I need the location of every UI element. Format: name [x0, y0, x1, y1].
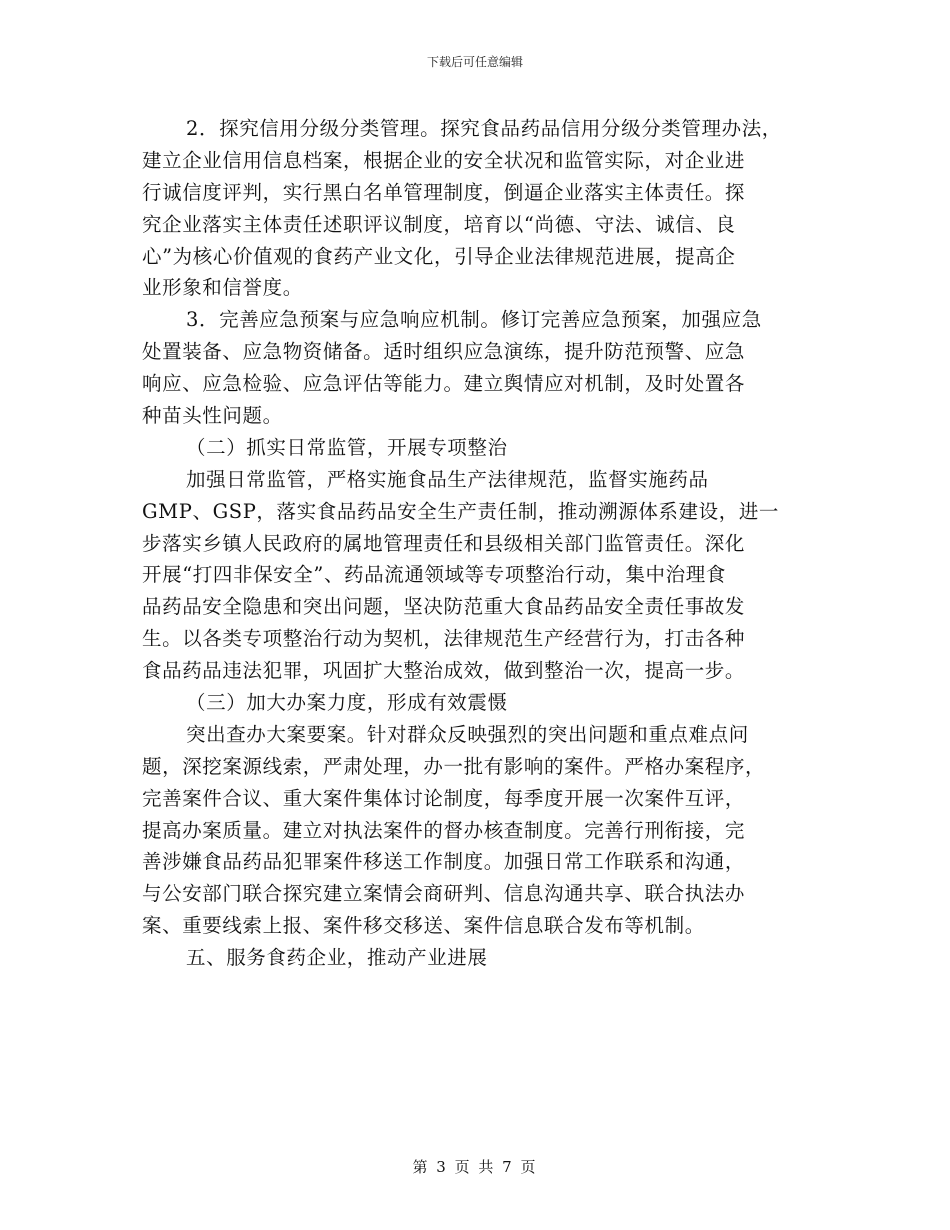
- paragraph-line: 2．探究信用分级分类管理。探究食品药品信用分级分类管理办法，: [186, 117, 782, 140]
- paragraph-line: 步落实乡镇人民政府的属地管理责任和县级相关部门监管责任。深化: [142, 531, 746, 555]
- paragraph-line: 建立企业信用信息档案，根据企业的安全状况和监管实际，对企业进: [142, 148, 746, 172]
- paragraph-line: 生。以各类专项整治行动为契机，法律规范生产经营行为，打击各种: [142, 627, 746, 651]
- paragraph-line: 案、重要线索上报、案件移交移送、案件信息联合发布等机制。: [142, 914, 705, 938]
- paragraph-line: 题，深挖案源线索，严肃处理，办一批有影响的案件。严格办案程序，: [142, 754, 766, 778]
- paragraph-line: 品药品安全隐患和突出问题，坚决防范重大食品药品安全责任事故发: [142, 595, 746, 619]
- page-header: 下载后可任意编辑: [426, 55, 523, 69]
- section-heading: （二）抓实日常监管，开展专项整治: [186, 435, 508, 459]
- section-heading: （三）加大办案力度，形成有效震慑: [186, 691, 508, 715]
- paragraph-line: 食品药品违法犯罪，巩固扩大整治成效，做到整治一次，提高一步。: [142, 659, 746, 683]
- paragraph-line: 开展“打四非保安全”、药品流通领域等专项整治行动，集中治理食: [142, 563, 726, 587]
- paragraph-line: 加强日常监管，严格实施食品生产法律规范，监督实施药品: [186, 467, 709, 491]
- paragraph-line: 善涉嫌食品药品犯罪案件移送工作制度。加强日常工作联系和沟通，: [142, 850, 746, 874]
- section-heading: 五、服务食药企业，推动产业进展: [186, 946, 488, 970]
- paragraph-line: 业形象和信誉度。: [142, 276, 303, 300]
- paragraph-line: 处置装备、应急物资储备。适时组织应急演练，提升防范预警、应急: [142, 340, 746, 364]
- paragraph-line: 种苗头性问题。: [142, 404, 283, 428]
- paragraph-line: GMP、GSP，落实食品药品安全生产责任制，推动溯源体系建设，进一: [142, 499, 780, 523]
- document-body: [142, 113, 822, 974]
- paragraph-line: 响应、应急检验、应急评估等能力。建立舆情应对机制，及时处置各: [142, 372, 746, 396]
- page-footer: 第 3 页 共 7 页: [412, 1158, 538, 1176]
- paragraph-line: 行诚信度评判，实行黑白名单管理制度，倒逼企业落实主体责任。探: [142, 180, 746, 204]
- paragraph-line: 突出查办大案要案。针对群众反映强烈的突出问题和重点难点问: [186, 722, 749, 746]
- paragraph-line: 究企业落实主体责任述职评议制度，培育以“尚德、守法、诚信、良: [142, 212, 736, 236]
- paragraph-line: 与公安部门联合探究建立案情会商研判、信息沟通共享、联合执法办: [142, 882, 746, 906]
- paragraph-line: 提高办案质量。建立对执法案件的督办核查制度。完善行刑衔接，完: [142, 818, 746, 842]
- paragraph-line: 完善案件合议、重大案件集体讨论制度，每季度开展一次案件互评，: [142, 786, 746, 810]
- paragraph-line: 心”为核心价值观的食药产业文化，引导企业法律规范进展，提高企: [142, 244, 736, 268]
- paragraph-line: 3．完善应急预案与应急响应机制。修订完善应急预案，加强应急: [186, 308, 762, 332]
